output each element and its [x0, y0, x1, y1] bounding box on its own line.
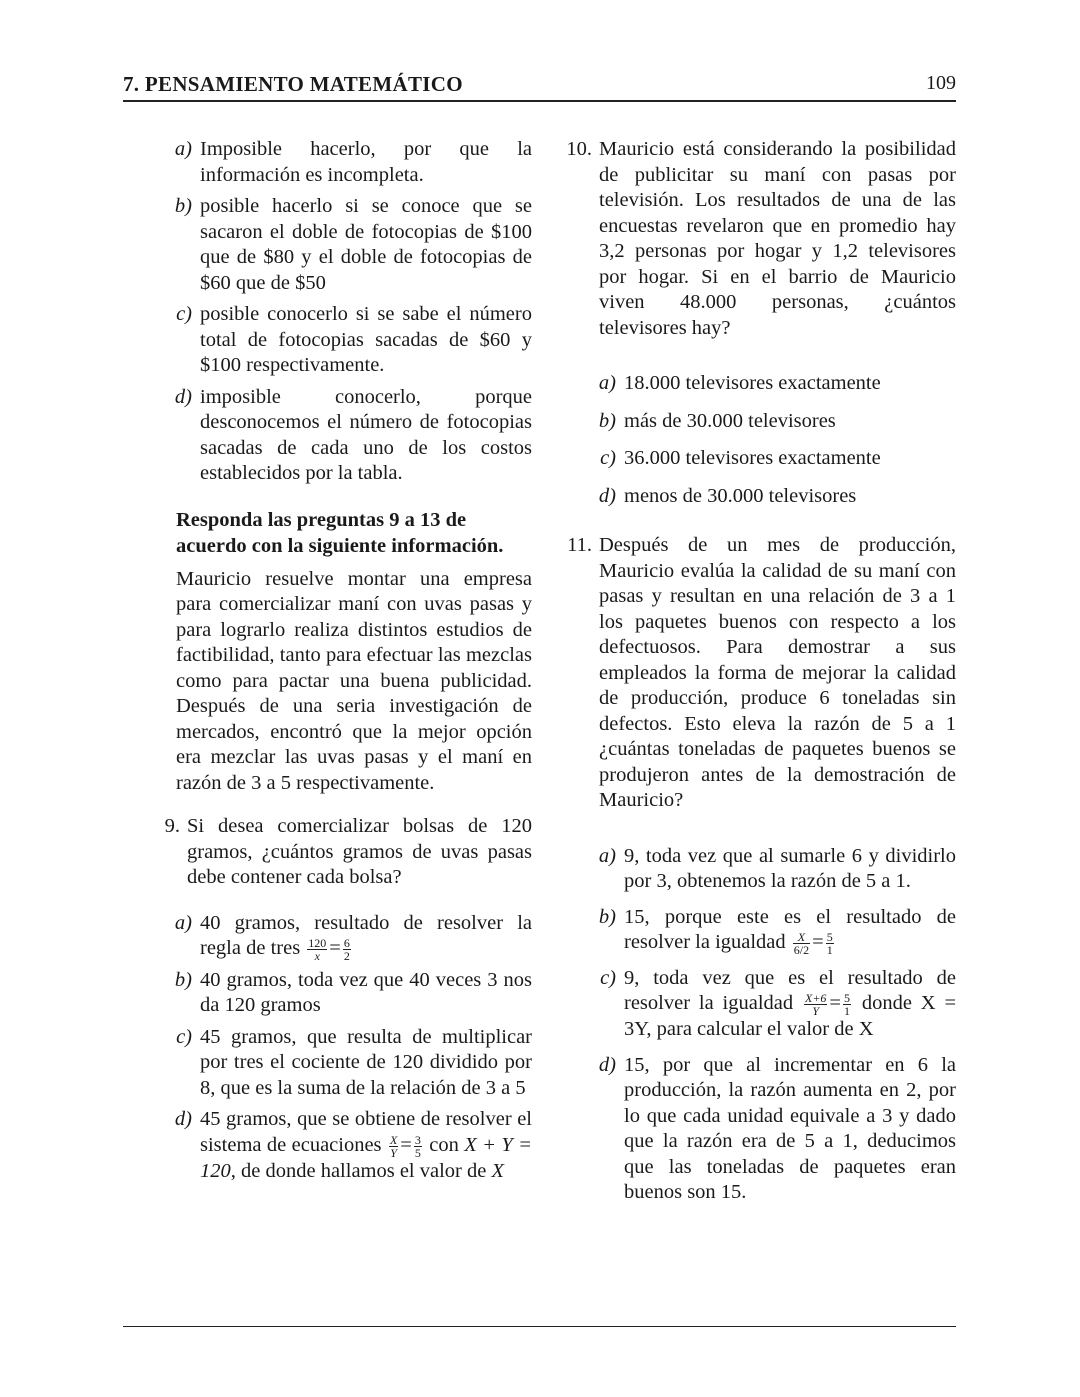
option-label: b) [174, 968, 192, 991]
option-label: a) [174, 138, 192, 160]
option-text-part: 45 gramos, que se obtiene de resolver el sistema de ecuaciones [200, 1108, 532, 1156]
option-label: b) [598, 409, 616, 432]
option-text: 36.000 televisores exactamente [624, 447, 881, 469]
question-number: 11. [567, 534, 592, 556]
option-label: a) [598, 372, 616, 394]
fraction: $\frac{5}{1}$ [843, 991, 850, 1019]
right-column [562, 137, 956, 1212]
fraction: $\frac{120}{x}$ [308, 935, 327, 963]
option-text-part: 9, toda vez que es el resultado de resolver la igualdad [624, 966, 956, 1015]
option-b [162, 968, 532, 1019]
option-d [586, 1053, 956, 1206]
option-label: d) [598, 484, 616, 507]
question-10 [562, 137, 956, 341]
option-label: b) [174, 195, 192, 217]
page-header [123, 72, 956, 102]
option-text: menos de 30.000 televisores [624, 484, 857, 507]
option-text: 40 gramos, resultado de resolver la regla de tres $\frac{120}{x}$ = $\frac{6}{2}$ [200, 911, 532, 963]
option-text-part: , de donde hallamos el valor de [230, 1159, 487, 1182]
fraction: $\frac{6}{2}$ [343, 935, 350, 963]
option-text-part: donde X = 3Y, para calcular el valor de X [624, 992, 957, 1041]
question-9 [150, 814, 532, 891]
option-text-part: 40 gramos, resultado de resolver la regla de tres [200, 911, 532, 959]
option-b [586, 409, 956, 435]
option-text: 15, por que al incrementar en 6 la producción, la razón aumenta en 2, por lo que cada unidad equivale a 3 y dado que la razón era de 5 a 1, deducimos que las toneladas de paquetes eran buenos son 15. [624, 1053, 956, 1204]
option-label: d) [174, 385, 192, 408]
equation: X + Y = 120 [200, 1133, 532, 1182]
question-10-options [586, 371, 956, 509]
question-text: Mauricio está considerando la posibilidad de publicitar su maní con pasas por televisión. Los resultados de una de las encuestas revelaron que en promedio hay 3,2 personas por hogar y 1,2 televisores por hogar. Si en el barrio de Mauricio viven 48.000 personas, ¿cuántos televisores hay? [599, 138, 956, 339]
footer-rule [123, 1326, 956, 1327]
option-text-part: 15, porque este es el resultado de resolver la igualdad [624, 905, 956, 953]
option-text-part: con [429, 1133, 459, 1156]
option-label: b) [598, 905, 616, 928]
option-d [586, 484, 956, 510]
question-11-options [586, 844, 956, 1206]
option-text: posible hacerlo si se conoce que se sacaron el doble de fotocopias de $100 que de $80 y el doble de fotocopias de $60 que de $50 [200, 195, 532, 294]
option-label: c) [600, 447, 616, 469]
section-heading: Responda las preguntas 9 a 13 de acuerdo con la siguiente información. [176, 508, 504, 557]
option-label: c) [176, 1025, 192, 1048]
left-column [150, 137, 532, 1190]
option-label: a) [598, 844, 616, 867]
question-number: 9. [164, 815, 180, 837]
question-text: Si desea comercializar bolsas de 120 gramos, ¿cuántos gramos de uvas pasas debe contener cada bolsa? [187, 815, 532, 888]
option-b [162, 194, 532, 296]
option-c [162, 1025, 532, 1102]
option-label: d) [174, 1108, 192, 1131]
option-text: 40 gramos, toda vez que 40 veces 3 nos da 120 gramos [200, 968, 532, 1017]
option-a [162, 137, 532, 188]
question-9-options [162, 911, 532, 1185]
option-text: 9, toda vez que al sumarle 6 y dividirlo por 3, obtenemos la razón de 5 a 1. [624, 844, 956, 892]
previous-question-options [162, 137, 532, 487]
question-11 [562, 533, 956, 814]
fraction: $\frac{5}{1}$ [826, 929, 833, 957]
option-text: 45 gramos, que se obtiene de resolver el sistema de ecuaciones $\frac{X}{Y}$ = $\frac{3}{5}$ con X + Y = 120, de donde hallamos el valor de X [200, 1108, 532, 1182]
option-text: 15, porque este es el resultado de resolver la igualdad $\frac{X}{6/2}$ = $\frac{5}{1}$ [624, 905, 956, 957]
page-number: 109 [926, 72, 956, 94]
option-label: c) [600, 966, 616, 989]
option-b [586, 905, 956, 956]
option-c [586, 966, 956, 1043]
chapter-title: 7. PENSAMIENTO MATEMÁTICO [123, 72, 463, 96]
option-label: a) [174, 911, 192, 934]
fraction: $\frac{X+6}{Y}$ [804, 991, 827, 1019]
option-text: 18.000 televisores exactamente [624, 372, 881, 394]
fraction: $\frac{X}{Y}$ [389, 1132, 398, 1160]
fraction: $\frac{3}{5}$ [414, 1132, 421, 1160]
fraction: $\frac{X}{6/2}$ [793, 929, 810, 957]
option-text: imposible conocerlo, porque desconocemos el número de fotocopias sacadas de cada uno de los costos establecidos por la tabla. [200, 385, 532, 484]
info-paragraph: Mauricio resuelve montar una empresa para comercializar maní con uvas pasas y para lograrlo realiza distintos estudios de factibilidad, tanto para efectuar las mezclas como para pactar una buena publicidad. Después de una seria investigación de mercados, encontró que la mejor opción era mezclar las uvas pasas y el maní en razón de 3 a 5 respectivamente. [176, 567, 532, 794]
option-text: 45 gramos, que resulta de multiplicar por tres el cociente de 120 dividido por 8, que es la suma de la relación de 3 a 5 [200, 1025, 532, 1099]
option-a [162, 911, 532, 962]
option-c [586, 446, 956, 472]
question-number: 10. [566, 138, 592, 160]
option-a [586, 844, 956, 895]
option-text: posible conocerlo si se sabe el número total de fotocopias sacadas de $60 y $100 respectivamente. [200, 303, 532, 376]
option-d [162, 1107, 532, 1184]
option-label: c) [176, 303, 192, 325]
variable: X [491, 1159, 505, 1182]
option-label: d) [598, 1053, 616, 1076]
option-text: Imposible hacerlo, por que la información es incompleta. [200, 138, 532, 186]
option-text: 9, toda vez que es el resultado de resolver la igualdad $\frac{X+6}{Y}$ = $\frac{5}{1}$ donde X = 3Y, para calcular el valor de X [624, 966, 957, 1041]
question-text: Después de un mes de producción, Mauricio evalúa la calidad de su maní con pasas y resultan en una relación de 3 a 1 los paquetes buenos con respecto a los defectuosos. Para demostrar a sus empleados la forma de mejorar la calidad de producción, produce 6 toneladas sin defectos. Esto eleva la razón de 5 a 1 ¿cuántas toneladas de paquetes buenos se produjeron antes de la demostración de Mauricio? [599, 534, 956, 811]
option-d [162, 385, 532, 487]
option-text: más de 30.000 televisores [624, 409, 836, 432]
option-a [586, 371, 956, 397]
option-c [162, 302, 532, 379]
